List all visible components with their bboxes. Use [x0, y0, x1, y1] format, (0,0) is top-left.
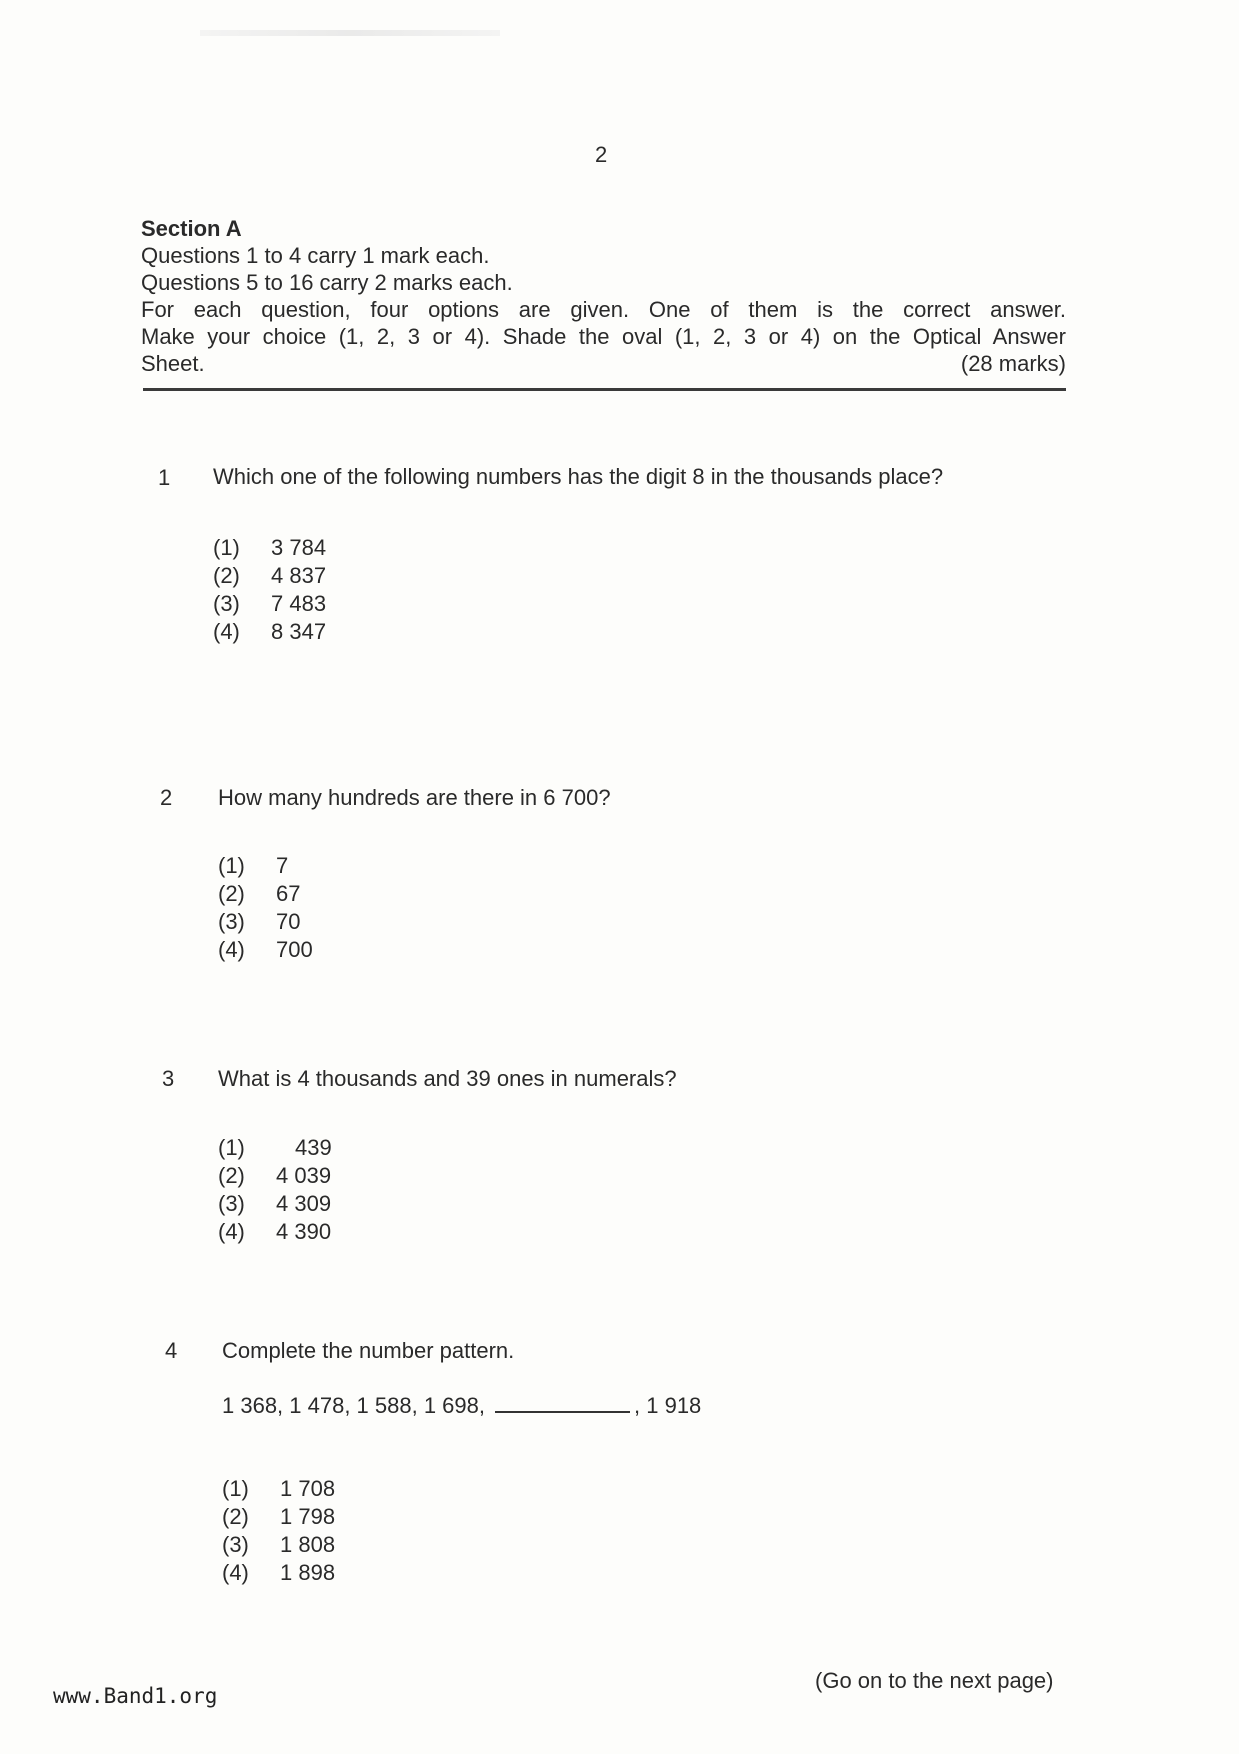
- option-list: [218, 852, 313, 964]
- section-title: Section A: [141, 216, 242, 241]
- option: (3) 7 483: [213, 591, 327, 616]
- question-number: 4: [165, 1338, 178, 1363]
- section-instructions: [141, 215, 1066, 377]
- question-number: 2: [160, 785, 173, 810]
- option: (4) 700: [218, 937, 313, 962]
- option-list: [213, 534, 326, 646]
- question-text: Which one of the following numbers has the digit 8 in the thousands place?: [213, 464, 944, 489]
- instruction-line: Questions 5 to 16 carry 2 marks each.: [141, 270, 513, 295]
- answer-blank: [495, 1393, 630, 1413]
- question-text: How many hundreds are there in 6 700?: [218, 785, 611, 810]
- question-number: 3: [162, 1066, 175, 1091]
- option: (4) 4 390: [218, 1219, 332, 1244]
- option: (2) 67: [218, 881, 301, 906]
- option: (1) 1 708: [222, 1476, 336, 1501]
- instruction-line: For each question, four options are given. One of them is the correct answer.: [141, 297, 1066, 322]
- option: (3) 1 808: [222, 1532, 336, 1557]
- option: (4) 8 347: [213, 619, 327, 644]
- option: (4) 1 898: [222, 1560, 336, 1585]
- option: (1) 439: [218, 1135, 332, 1160]
- number-pattern: 1 368, 1 478, 1 588, 1 698, , 1 918: [222, 1393, 702, 1418]
- option: (2) 1 798: [222, 1504, 336, 1529]
- continue-note: (Go on to the next page): [815, 1668, 1054, 1693]
- instruction-line: Questions 1 to 4 carry 1 mark each.: [141, 243, 490, 268]
- option-list: [218, 1134, 332, 1246]
- option: (3) 70: [218, 909, 301, 934]
- instruction-line: Make your choice (1, 2, 3 or 4). Shade the oval (1, 2, 3 or 4) on the Optical Answer: [141, 324, 1066, 349]
- option: (1) 7: [218, 853, 289, 878]
- question-text: Complete the number pattern.: [222, 1338, 515, 1363]
- option: (2) 4 837: [213, 563, 327, 588]
- option-list: [222, 1475, 335, 1587]
- option: (3) 4 309: [218, 1191, 332, 1216]
- option: (1) 3 784: [213, 535, 327, 560]
- question-number: 1: [158, 465, 171, 490]
- question-text: What is 4 thousands and 39 ones in numerals?: [218, 1066, 677, 1091]
- scan-artifact: [200, 30, 500, 36]
- option: (2) 4 039: [218, 1163, 332, 1188]
- section-divider: [143, 388, 1066, 391]
- instruction-line: Sheet.: [141, 351, 205, 376]
- website-link[interactable]: www.Band1.org: [53, 1684, 218, 1708]
- section-marks: (28 marks): [960, 351, 1066, 376]
- page-number: 2: [595, 142, 608, 167]
